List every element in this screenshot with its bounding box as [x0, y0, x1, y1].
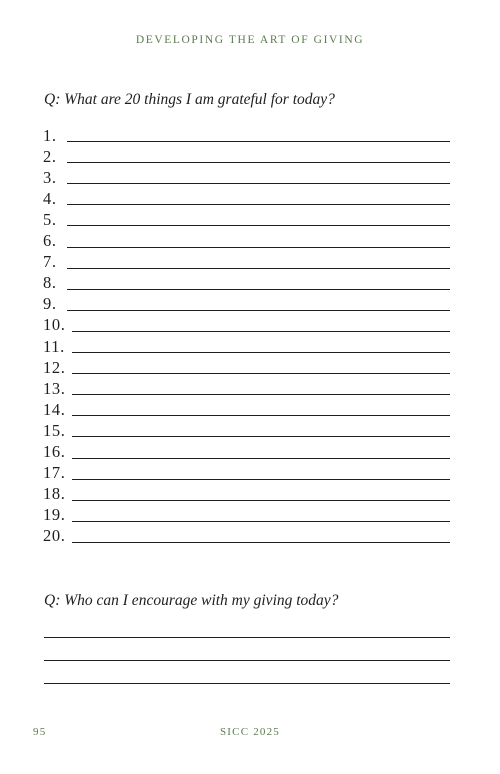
writing-line [72, 458, 450, 459]
gratitude-list-item [43, 272, 450, 293]
list-item-number: 2. [43, 146, 57, 166]
gratitude-list-item [43, 356, 450, 377]
gratitude-list [43, 124, 450, 546]
writing-line [67, 289, 450, 290]
writing-line [67, 162, 450, 163]
gratitude-list-item [43, 483, 450, 504]
writing-line [44, 637, 450, 638]
list-item-number: 3. [43, 167, 57, 187]
running-header: DEVELOPING THE ART OF GIVING [135, 34, 365, 46]
list-item-number: 6. [43, 231, 57, 251]
writing-line [72, 373, 450, 374]
gratitude-list-item [43, 377, 450, 398]
encouragement-question: Q: Who can I encourage with my giving today? [44, 592, 339, 609]
gratitude-list-item [43, 398, 450, 419]
writing-line [72, 331, 450, 332]
gratitude-list-item [43, 145, 450, 166]
writing-line [67, 268, 450, 269]
list-item-number: 13. [43, 378, 66, 398]
gratitude-list-item [43, 504, 450, 525]
list-item-number: 20. [43, 526, 66, 546]
list-item-number: 5. [43, 209, 57, 229]
list-item-number: 10. [43, 315, 66, 335]
list-item-number: 1. [43, 125, 57, 145]
gratitude-list-item [43, 525, 450, 546]
list-item-number: 18. [43, 484, 66, 504]
gratitude-list-item [43, 335, 450, 356]
gratitude-list-item [43, 314, 450, 335]
gratitude-list-item [43, 124, 450, 145]
list-item-number: 14. [43, 399, 66, 419]
list-item-number: 19. [43, 505, 66, 525]
writing-line [72, 542, 450, 543]
list-item-number: 9. [43, 294, 57, 314]
encouragement-writing-lines [44, 637, 450, 706]
writing-line [67, 225, 450, 226]
page-number: 95 [33, 726, 47, 738]
gratitude-list-item [43, 251, 450, 272]
writing-line [72, 394, 450, 395]
writing-line [67, 247, 450, 248]
list-item-number: 7. [43, 252, 57, 272]
gratitude-list-item [43, 462, 450, 483]
gratitude-list-item [43, 229, 450, 250]
writing-line [72, 500, 450, 501]
list-item-number: 4. [43, 188, 57, 208]
writing-line [72, 521, 450, 522]
list-item-number: 11. [43, 336, 65, 356]
writing-line [72, 352, 450, 353]
writing-line [44, 683, 450, 684]
list-item-number: 12. [43, 357, 66, 377]
writing-line [67, 183, 450, 184]
footer-title: SICC 2025 [219, 726, 280, 738]
writing-line [72, 479, 450, 480]
gratitude-list-item [43, 208, 450, 229]
gratitude-list-item [43, 419, 450, 440]
gratitude-list-item [43, 187, 450, 208]
list-item-number: 17. [43, 463, 66, 483]
writing-line [67, 141, 450, 142]
list-item-number: 15. [43, 420, 66, 440]
writing-line [67, 204, 450, 205]
writing-line [44, 660, 450, 661]
gratitude-list-item [43, 293, 450, 314]
gratitude-list-item [43, 166, 450, 187]
writing-line [67, 310, 450, 311]
list-item-number: 16. [43, 442, 66, 461]
list-item-number: 8. [43, 273, 57, 293]
writing-line [72, 415, 450, 416]
writing-line [72, 436, 450, 437]
gratitude-list-item [43, 440, 450, 461]
gratitude-question: Q: What are 20 things I am grateful for today? [44, 91, 335, 108]
